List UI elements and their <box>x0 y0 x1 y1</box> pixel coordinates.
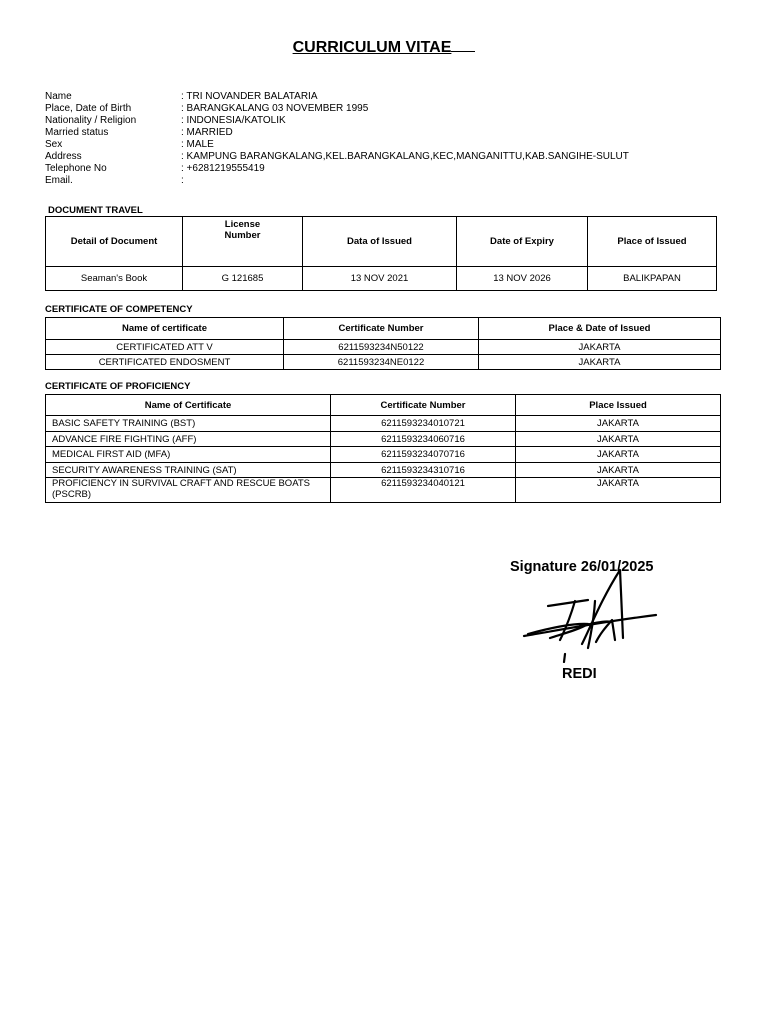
table-row <box>46 478 721 503</box>
personal-row-birth <box>45 103 629 115</box>
table-cell: CERTIFICATED ATT V <box>46 340 284 355</box>
table-cell: BASIC SAFETY TRAINING (BST) <box>46 416 331 432</box>
competency-heading: CERTIFICATE OF COMPETENCY <box>45 304 193 315</box>
table-cell: JAKARTA <box>516 416 721 432</box>
personal-value: : KAMPUNG BARANGKALANG,KEL.BARANGKALANG,KEC,MANGANITTU,KAB.SANGIHE-SULUT <box>181 151 629 162</box>
table-cell: JAKARTA <box>516 463 721 478</box>
personal-label: Married status <box>45 127 109 138</box>
table-cell: 6211593234N50122 <box>284 340 479 355</box>
table-header: Certificate Number <box>331 395 516 416</box>
personal-value: : MARRIED <box>181 127 233 138</box>
personal-row-address <box>45 151 629 163</box>
table-cell: 6211593234060716 <box>331 432 516 447</box>
table-row <box>46 447 721 463</box>
table-cell: JAKARTA <box>516 478 721 503</box>
table-cell: 13 NOV 2026 <box>457 267 588 291</box>
table-cell: JAKARTA <box>516 432 721 447</box>
document-travel-heading: DOCUMENT TRAVEL <box>48 205 143 216</box>
personal-label: Sex <box>45 139 63 150</box>
document-travel-table <box>45 216 717 291</box>
personal-value: : INDONESIA/KATOLIK <box>181 115 286 126</box>
personal-value: : TRI NOVANDER BALATARIA <box>181 91 318 102</box>
table-cell: JAKARTA <box>479 340 721 355</box>
table-header: Place of Issued <box>588 217 717 267</box>
table-cell: 6211593234070716 <box>331 447 516 463</box>
table-cell: 13 NOV 2021 <box>303 267 457 291</box>
table-cell: PROFICIENCY IN SURVIVAL CRAFT AND RESCUE BOATS (PSCRB) <box>46 478 331 503</box>
personal-value: : MALE <box>181 139 214 150</box>
table-cell: ADVANCE FIRE FIGHTING (AFF) <box>46 432 331 447</box>
table-cell: 6211593234NE0122 <box>284 355 479 370</box>
personal-label: Nationality / Religion <box>45 115 137 126</box>
table-header: Data of Issued <box>303 217 457 267</box>
personal-row-email <box>45 175 629 187</box>
personal-row-sex <box>45 139 629 151</box>
proficiency-heading: CERTIFICATE OF PROFICIENCY <box>45 381 191 392</box>
table-header-row <box>46 395 721 416</box>
proficiency-table <box>45 394 721 503</box>
table-row <box>46 355 721 370</box>
table-cell: 6211593234010721 <box>331 416 516 432</box>
table-header <box>183 217 303 267</box>
personal-label: Telephone No <box>45 163 107 174</box>
table-header: Name of certificate <box>46 318 284 340</box>
table-header: Name of Certificate <box>46 395 331 416</box>
personal-info <box>45 91 629 187</box>
table-row <box>46 432 721 447</box>
personal-label: Email. <box>45 175 73 186</box>
table-header: Detail of Document <box>46 217 183 267</box>
table-cell: SECURITY AWARENESS TRAINING (SAT) <box>46 463 331 478</box>
table-header: Date of Expiry <box>457 217 588 267</box>
table-cell: JAKARTA <box>516 447 721 463</box>
personal-value: : +6281219555419 <box>181 163 265 174</box>
table-cell: BALIKPAPAN <box>588 267 717 291</box>
table-header: Place & Date of Issued <box>479 318 721 340</box>
table-cell: G 121685 <box>183 267 303 291</box>
table-cell: JAKARTA <box>479 355 721 370</box>
personal-row-nationality <box>45 115 629 127</box>
table-cell: 6211593234310716 <box>331 463 516 478</box>
personal-row-telephone <box>45 163 629 175</box>
license-number-header: License Number <box>224 219 261 241</box>
personal-label: Address <box>45 151 82 162</box>
table-header-row <box>46 318 721 340</box>
personal-row-name <box>45 91 629 103</box>
table-cell: Seaman's Book <box>46 267 183 291</box>
personal-label: Name <box>45 91 72 102</box>
table-header: Certificate Number <box>284 318 479 340</box>
table-cell: 6211593234040121 <box>331 478 516 503</box>
table-row <box>46 463 721 478</box>
personal-value: : BARANGKALANG 03 NOVEMBER 1995 <box>181 103 369 114</box>
table-cell: CERTIFICATED ENDOSMENT <box>46 355 284 370</box>
document-title: CURRICULUM VITAE <box>0 37 768 57</box>
table-header-row <box>46 217 717 267</box>
table-cell: MEDICAL FIRST AID (MFA) <box>46 447 331 463</box>
table-row <box>46 416 721 432</box>
table-row <box>46 267 717 291</box>
signature-label: Signature 26/01/2025 <box>510 559 654 575</box>
table-row <box>46 340 721 355</box>
competency-table <box>45 317 721 370</box>
signatory-name: REDI <box>562 666 597 682</box>
personal-row-married <box>45 127 629 139</box>
personal-value: : <box>181 175 184 186</box>
personal-label: Place, Date of Birth <box>45 103 132 114</box>
table-header: Place Issued <box>516 395 721 416</box>
handwritten-signature <box>520 568 660 663</box>
